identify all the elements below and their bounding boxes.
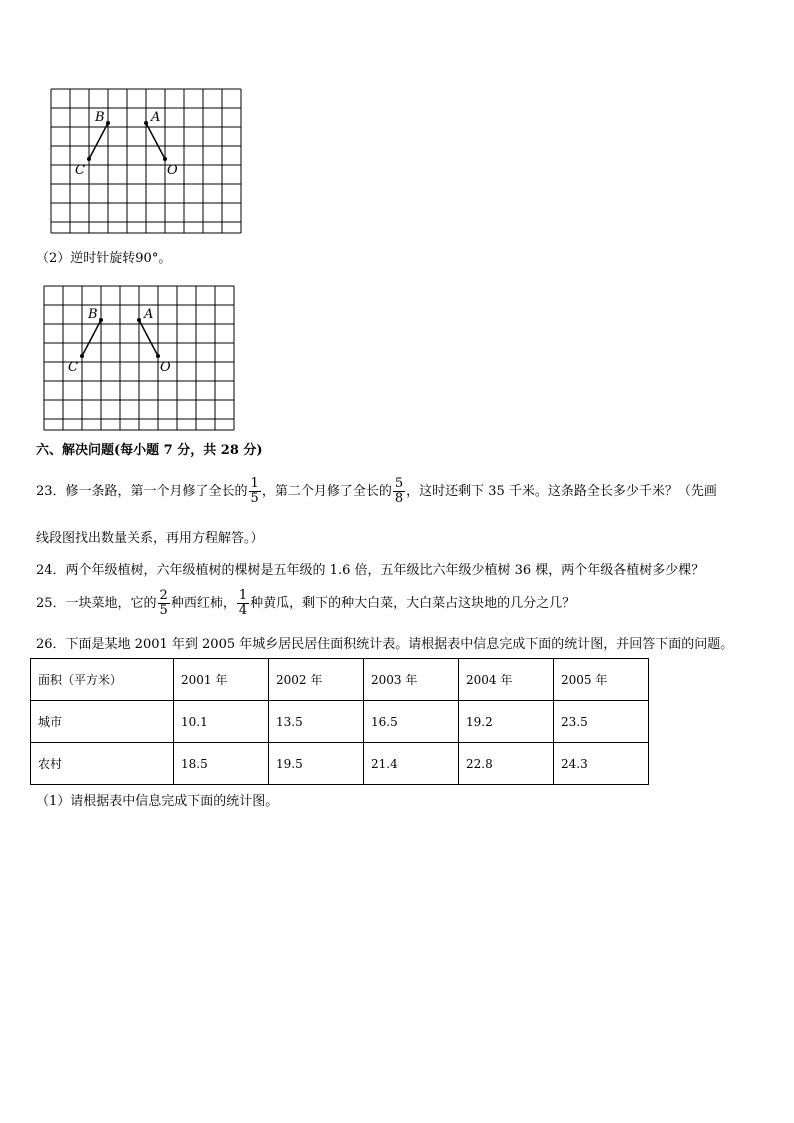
q25-text-3: 种黄瓜，剩下的种大白菜，大白菜占这块地的几分之几？ (250, 596, 576, 611)
fraction-2-5: $\frac{2}{5}$ (159, 588, 168, 618)
fraction-1-4: $\frac{1}{4}$ (238, 588, 248, 618)
q23-text-2: ，第二个月修了全长的 (261, 484, 392, 499)
label-a: A (151, 110, 161, 125)
table-cell: 19.2 (459, 701, 554, 743)
point-o (163, 157, 167, 161)
question-24: 24．两个年级植树，六年级植树的棵树是五年级的 1.6 倍，五年级比六年级少植树 36 棵，两个年级各植树多少棵？ (36, 563, 705, 578)
point-a (144, 121, 148, 125)
grid-figure-2 (43, 285, 238, 431)
q23-text-3: ，这时还剩下 35 千米。这条路全长多少千米？（先画 (406, 484, 717, 499)
table-cell: 10.1 (174, 701, 269, 743)
point-b (106, 121, 110, 125)
table-cell: 19.5 (269, 743, 364, 785)
table-cell: 24.3 (554, 743, 649, 785)
table-cell: 2001 年 (174, 659, 269, 701)
question-26-sub1: （1）请根据表中信息完成下面的统计图。 (36, 794, 279, 809)
q25-text-1: 25．一块菜地，它的 (36, 596, 157, 611)
segment-cb (89, 123, 108, 159)
table-cell: 22.8 (459, 743, 554, 785)
label-c: C (75, 163, 85, 178)
table-cell: 23.5 (554, 701, 649, 743)
point-c (87, 157, 91, 161)
table-cell: 2004 年 (459, 659, 554, 701)
point-b (99, 318, 103, 322)
segment-ao (139, 320, 158, 356)
section-title: 六、解决问题(每小题 7 分，共 28 分) (36, 443, 263, 458)
question-23-line2: 线段图找出数量关系，再用方程解答。） (36, 531, 264, 546)
point-o (156, 354, 160, 358)
table-cell: 2002 年 (269, 659, 364, 701)
table-cell: 13.5 (269, 701, 364, 743)
q2-instruction: （2）逆时针旋转90°。 (36, 251, 172, 266)
point-c (80, 354, 84, 358)
table-cell: 16.5 (364, 701, 459, 743)
table-cell: 面积（平方米） (31, 659, 174, 701)
table-header-row (31, 659, 649, 701)
table-cell: 2005 年 (554, 659, 649, 701)
table-row (31, 701, 649, 743)
table-cell: 18.5 (174, 743, 269, 785)
table-cell: 城市 (31, 701, 174, 743)
label-b: B (88, 307, 98, 322)
question-26: 26．下面是某地 2001 年到 2005 年城乡居民居住面积统计表。请根据表中信息完成下面的统计图，并回答下面的问题。 (36, 637, 734, 652)
table-row (31, 743, 649, 785)
table-cell: 2003 年 (364, 659, 459, 701)
label-a: A (144, 307, 154, 322)
segment-cb (82, 320, 101, 356)
label-o: O (160, 360, 171, 375)
grid-figure-1 (50, 88, 245, 234)
point-a (137, 318, 141, 322)
table-cell: 21.4 (364, 743, 459, 785)
label-b: B (95, 110, 105, 125)
residence-area-table (30, 658, 649, 785)
fraction-5-8: $\frac{5}{8}$ (394, 476, 404, 506)
question-25 (36, 588, 575, 620)
label-o: O (167, 163, 178, 178)
q25-text-2: 种西红柿， (170, 596, 236, 611)
q23-text-1: 23．修一条路，第一个月修了全长的 (36, 484, 248, 499)
label-c: C (68, 360, 78, 375)
fraction-1-5: $\frac{1}{5}$ (250, 476, 259, 506)
question-23 (36, 476, 717, 508)
segment-ao (146, 123, 165, 159)
table-cell: 农村 (31, 743, 174, 785)
